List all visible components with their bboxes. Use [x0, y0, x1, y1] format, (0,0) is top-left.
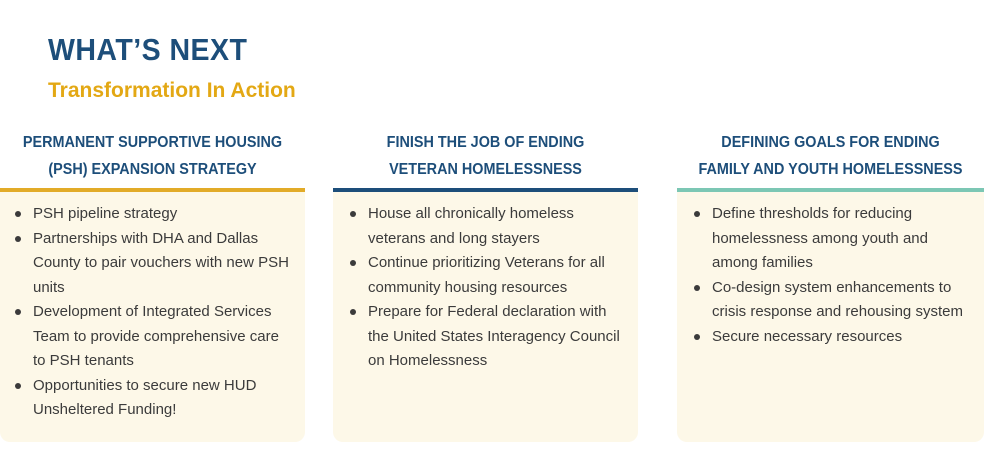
column-heading: PERMANENT SUPPORTIVE HOUSING (PSH) EXPANSION STRATEGY [22, 134, 283, 178]
list-item: Co-design system enhancements to crisis response and rehousing system [691, 276, 972, 325]
bullet-icon [350, 309, 356, 315]
column-body [0, 192, 305, 442]
bullet-list [347, 202, 626, 374]
bullet-list [691, 202, 972, 349]
column-psh-expansion [0, 124, 305, 442]
list-item: Development of Integrated Services Team to provide comprehensive care to PSH tenants [12, 300, 293, 374]
column-family-youth-homelessness [677, 124, 984, 442]
list-item: House all chronically homeless veterans and long stayers [347, 202, 626, 251]
column-heading: DEFINING GOALS FOR ENDING FAMILY AND YOUTH HOMELESSNESS [698, 134, 963, 178]
bullet-icon [15, 309, 21, 315]
bullet-icon [15, 211, 21, 217]
list-item: PSH pipeline strategy [12, 202, 293, 227]
list-item: Prepare for Federal declaration with the United States Interagency Council on Homelessness [347, 300, 626, 374]
list-item: Secure necessary resources [691, 325, 972, 350]
bullet-icon [350, 260, 356, 266]
list-item: Define thresholds for reducing homelessness among youth and among families [691, 202, 972, 276]
bullet-icon [694, 285, 700, 291]
bullet-icon [694, 211, 700, 217]
bullet-icon [694, 334, 700, 340]
list-item: Continue prioritizing Veterans for all community housing resources [347, 251, 626, 300]
bullet-icon [350, 211, 356, 217]
list-item: Partnerships with DHA and Dallas County to pair vouchers with new PSH units [12, 227, 293, 301]
bullet-icon [15, 236, 21, 242]
column-body [677, 192, 984, 442]
column-heading: FINISH THE JOB OF ENDING VETERAN HOMELESSNESS [386, 134, 585, 178]
bullet-list [12, 202, 293, 423]
column-veteran-homelessness [333, 124, 638, 442]
page-subtitle: Transformation In Action [48, 79, 296, 102]
list-item: Opportunities to secure new HUD Unsheltered Funding! [12, 374, 293, 423]
bullet-icon [15, 383, 21, 389]
column-body [333, 192, 638, 442]
page-title: WHAT’S NEXT [48, 32, 248, 67]
